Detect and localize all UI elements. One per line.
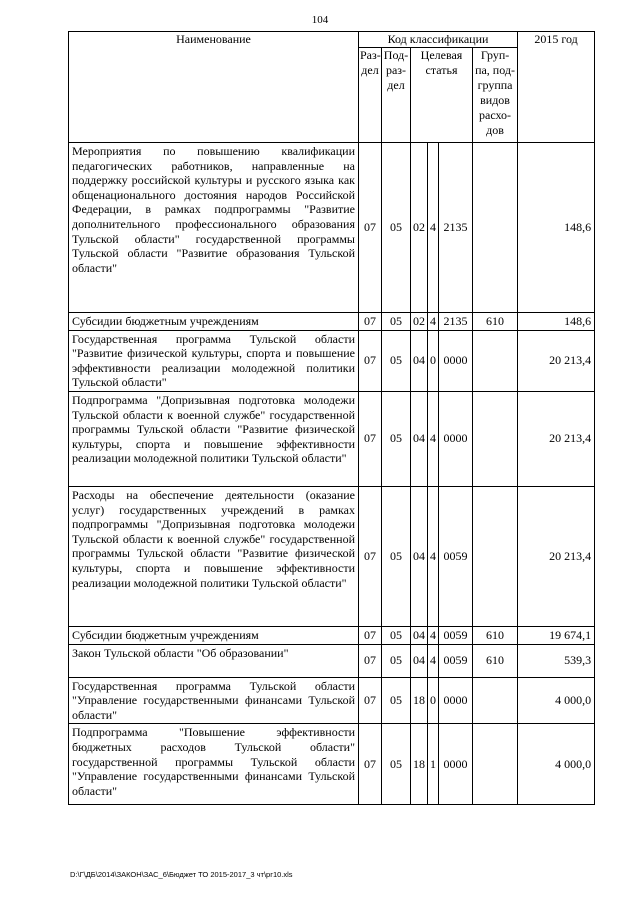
row-target-subprogram: 4 (428, 644, 439, 677)
row-target-program: 02 (411, 143, 428, 313)
row-target-program: 04 (411, 626, 428, 644)
row-name: Субсидии бюджетным учреждениям (69, 626, 359, 644)
row-amount: 148,6 (518, 143, 595, 313)
row-target-direction: 0059 (439, 486, 473, 626)
table-row (69, 677, 595, 724)
row-amount: 20 213,4 (518, 330, 595, 391)
table-row (69, 626, 595, 644)
row-amount: 539,3 (518, 644, 595, 677)
row-razdel: 07 (359, 724, 382, 805)
row-razdel: 07 (359, 677, 382, 724)
row-name: Закон Тульской области "Об образовании" (69, 644, 359, 677)
row-podrazdel: 05 (382, 330, 411, 391)
row-amount: 148,6 (518, 313, 595, 331)
row-expense-group (473, 143, 518, 313)
row-razdel: 07 (359, 626, 382, 644)
row-amount: 20 213,4 (518, 391, 595, 486)
table-row (69, 644, 595, 677)
row-podrazdel: 05 (382, 486, 411, 626)
row-target-subprogram: 4 (428, 486, 439, 626)
row-expense-group: 610 (473, 313, 518, 331)
row-target-direction: 2135 (439, 313, 473, 331)
header-classification: Код классификации (359, 32, 518, 48)
row-razdel: 07 (359, 486, 382, 626)
row-target-program: 18 (411, 677, 428, 724)
table-row (69, 391, 595, 486)
row-target-subprogram: 4 (428, 391, 439, 486)
row-amount: 4 000,0 (518, 724, 595, 805)
row-target-direction: 0059 (439, 626, 473, 644)
row-amount: 4 000,0 (518, 677, 595, 724)
row-target-subprogram: 4 (428, 143, 439, 313)
row-name: Подпрограмма "Повышение эффективности бюджетных расходов Тульской области" государственной программы Тульской области "Управление государственными финансами Тульской области" (69, 724, 359, 805)
row-target-direction: 0000 (439, 677, 473, 724)
row-target-direction: 0000 (439, 391, 473, 486)
row-razdel: 07 (359, 143, 382, 313)
row-target-program: 04 (411, 391, 428, 486)
row-target-program: 04 (411, 486, 428, 626)
row-amount: 20 213,4 (518, 486, 595, 626)
row-expense-group (473, 391, 518, 486)
header-target-article: Целевая статья (411, 48, 473, 143)
row-podrazdel: 05 (382, 143, 411, 313)
row-target-subprogram: 4 (428, 626, 439, 644)
row-target-program: 02 (411, 313, 428, 331)
row-name: Мероприятия по повышению квалификации педагогических работников, направленные на поддержку российской культуры и русского языка как общенационального достояния народов Российской Федерации, в рамках подпрограммы "Развитие дополнительного профессионального образования Тульской области" государственной программы Тульской области "Развитие образования Тульской области" (69, 143, 359, 313)
row-podrazdel: 05 (382, 644, 411, 677)
row-razdel: 07 (359, 330, 382, 391)
row-podrazdel: 05 (382, 391, 411, 486)
row-target-direction: 0000 (439, 330, 473, 391)
budget-table (68, 31, 595, 805)
row-name: Подпрограмма "Допризывная подготовка молодежи Тульской области к военной службе" государственной программы Тульской области "Развитие физической культуры, спорта и повышение эффективности реализации молодежной политики Тульской области" (69, 391, 359, 486)
header-podrazdel: Под-раз-дел (382, 48, 411, 143)
page-number: 104 (311, 14, 329, 26)
table-row (69, 313, 595, 331)
row-expense-group (473, 677, 518, 724)
row-target-subprogram: 4 (428, 313, 439, 331)
row-name: Расходы на обеспечение деятельности (оказание услуг) государственных учреждений в рамках подпрограммы "Допризывная подготовка молодежи Тульской области к военной службе" государственной программы Тульской области "Развитие физической культуры, спорта и повышение эффективности реализации молодежной политики Тульской области" (69, 486, 359, 626)
row-target-subprogram: 0 (428, 330, 439, 391)
row-expense-group (473, 724, 518, 805)
row-name: Государственная программа Тульской области "Развитие физической культуры, спорта и повышение эффективности реализации молодежной политики Тульской области" (69, 330, 359, 391)
header-name: Наименование (69, 32, 359, 143)
table-row (69, 143, 595, 313)
row-target-direction: 0059 (439, 644, 473, 677)
row-podrazdel: 05 (382, 724, 411, 805)
row-name: Субсидии бюджетным учреждениям (69, 313, 359, 331)
row-expense-group (473, 486, 518, 626)
row-target-program: 04 (411, 330, 428, 391)
row-name: Государственная программа Тульской области "Управление государственными финансами Тульской области" (69, 677, 359, 724)
row-expense-group (473, 330, 518, 391)
row-podrazdel: 05 (382, 677, 411, 724)
row-target-program: 04 (411, 644, 428, 677)
row-target-direction: 0000 (439, 724, 473, 805)
row-podrazdel: 05 (382, 313, 411, 331)
header-year: 2015 год (518, 32, 595, 143)
row-podrazdel: 05 (382, 626, 411, 644)
row-target-subprogram: 0 (428, 677, 439, 724)
table-row (69, 724, 595, 805)
row-expense-group: 610 (473, 644, 518, 677)
row-target-program: 18 (411, 724, 428, 805)
row-target-direction: 2135 (439, 143, 473, 313)
table-row (69, 330, 595, 391)
row-expense-group: 610 (473, 626, 518, 644)
row-target-subprogram: 1 (428, 724, 439, 805)
header-expense-group: Груп-па, под-группа видов расхо-дов (473, 48, 518, 143)
header-razdel: Раз-дел (359, 48, 382, 143)
row-amount: 19 674,1 (518, 626, 595, 644)
table-row (69, 486, 595, 626)
row-razdel: 07 (359, 313, 382, 331)
footer-file-path: D:\Г\ДБ\2014\ЗАКОН\ЗАС_6\Бюджет ТО 2015-2017_3 чт\рг10.xls (70, 870, 293, 879)
row-razdel: 07 (359, 391, 382, 486)
row-razdel: 07 (359, 644, 382, 677)
